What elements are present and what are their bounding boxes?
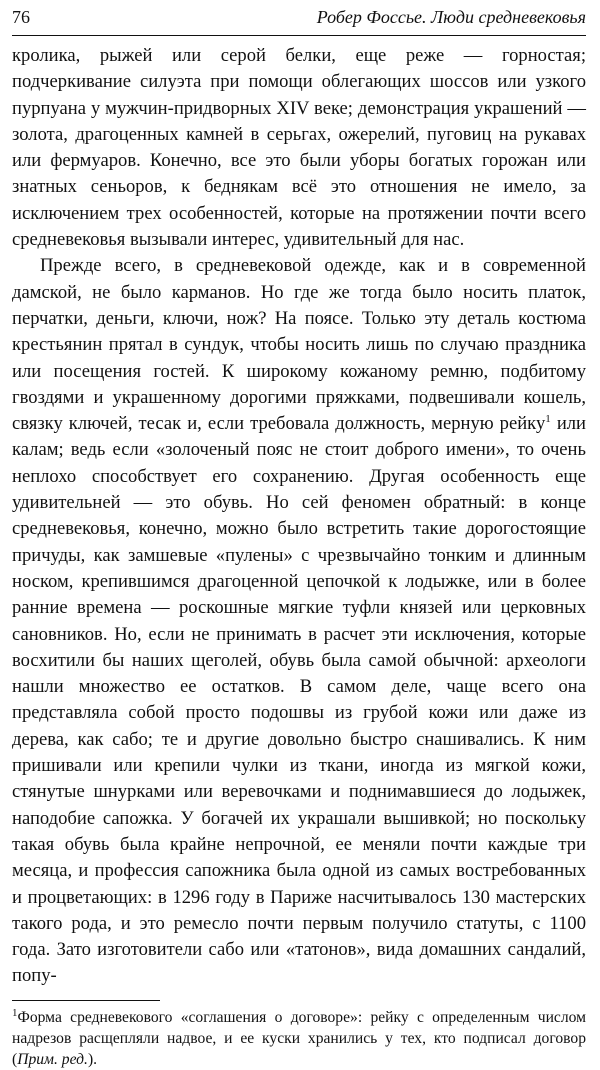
footnote-rule — [12, 1000, 160, 1001]
body-text — [12, 43, 586, 990]
running-head — [12, 4, 586, 32]
header-rule — [12, 35, 586, 36]
footnote-text: Форма средневекового «соглашения о договоре»: рейку с определенным числом надрезов расщепляли надвое, и ее куски хранились у тех, кто подписал договор ( — [12, 1008, 586, 1068]
paragraph-2-part-2: или калам; ведь если «золоченый пояс не стоит доброго имени», то очень неплохо способствует его сохранению. Другая особенность еще удивительней — это обувь. Но сей феномен обратный: в конце средневековья, конечно, можно было встретить такие дорогостоящие причуды, как замшевые «пулены» с чрезвычайно тонким и длинным носком, крепившимся драгоценной цепочкой к лодыжке, или в более ранние времена — роскошные мягкие туфли князей или церковных сановников. Но, если не принимать в расчет эти исключения, которые восхитили бы наших щеголей, обувь была самой обычной: археологи нашли множество ее остатков. В самом деле, чаще всего она представляла собой просто подошвы из грубой кожи или даже из дерева, как сабо; те и другие довольно быстро снашивались. К ним пришивали или крепили чулки из ткани, иногда из мягкой кожи, стянутые шнурками или веревочками и поднимавшиеся до лодыжек, наподобие сапожка. У богачей их украшали вышивкой; но поскольку такая обувь была крайне непрочной, ее меняли почти каждые три месяца, и профессия сапожника была одной из самых востребованных и процветающих: в 1296 году в Париже насчитывалось 130 мастерских такого рода, и это ремесло почти первым получило статуты, с 1100 года. Зато изготовители сабо или «татонов», вида домашних сандалий, попу- — [12, 413, 586, 987]
paragraph-1: кролика, рыжей или серой белки, еще реже — горностая; подчеркивание силуэта при помощи облегающих шоссов или узкого пурпуана у мужчин-придворных XIV веке; демонстрация украшений — золота, драгоценных камней в серьгах, ожерелий, пуговиц на рукавах или фермуаров. Конечно, все это были уборы богатых горожан или знатных сеньоров, к беднякам всё это отношения не имело, за исключением трех особенностей, которые на протяжении почти всего средневековья вызывали интерес, удивительный для нас. — [12, 45, 586, 251]
footnote-editor-note: Прим. ред. — [17, 1050, 88, 1068]
footnote-marker: 1 — [12, 1006, 18, 1019]
footnote — [12, 1007, 586, 1070]
footnote-end: ). — [87, 1050, 98, 1068]
footnote-reference: 1 — [545, 412, 551, 425]
paragraph-2 — [12, 253, 586, 989]
paragraph-2-part-1: Прежде всего, в средневековой одежде, как и в современной дамской, не было карманов. Но где же тогда было носить платок, перчатки, деньги, ключи, нож? На поясе. Только эту деталь костюма крестьянин прятал в сундук, чтобы носить лишь по случаю праздника или посещения гостей. К широкому кожаному ремню, подбитому гвоздями и украшенному дорогими пряжками, подвешивали кошель, связку ключей, тесак и, если требовала должность, мерную рейку — [12, 255, 586, 435]
page-number: 76 — [12, 7, 30, 27]
running-title: Робер Фоссье. Люди средневековья — [316, 7, 586, 27]
book-page — [12, 4, 586, 1070]
